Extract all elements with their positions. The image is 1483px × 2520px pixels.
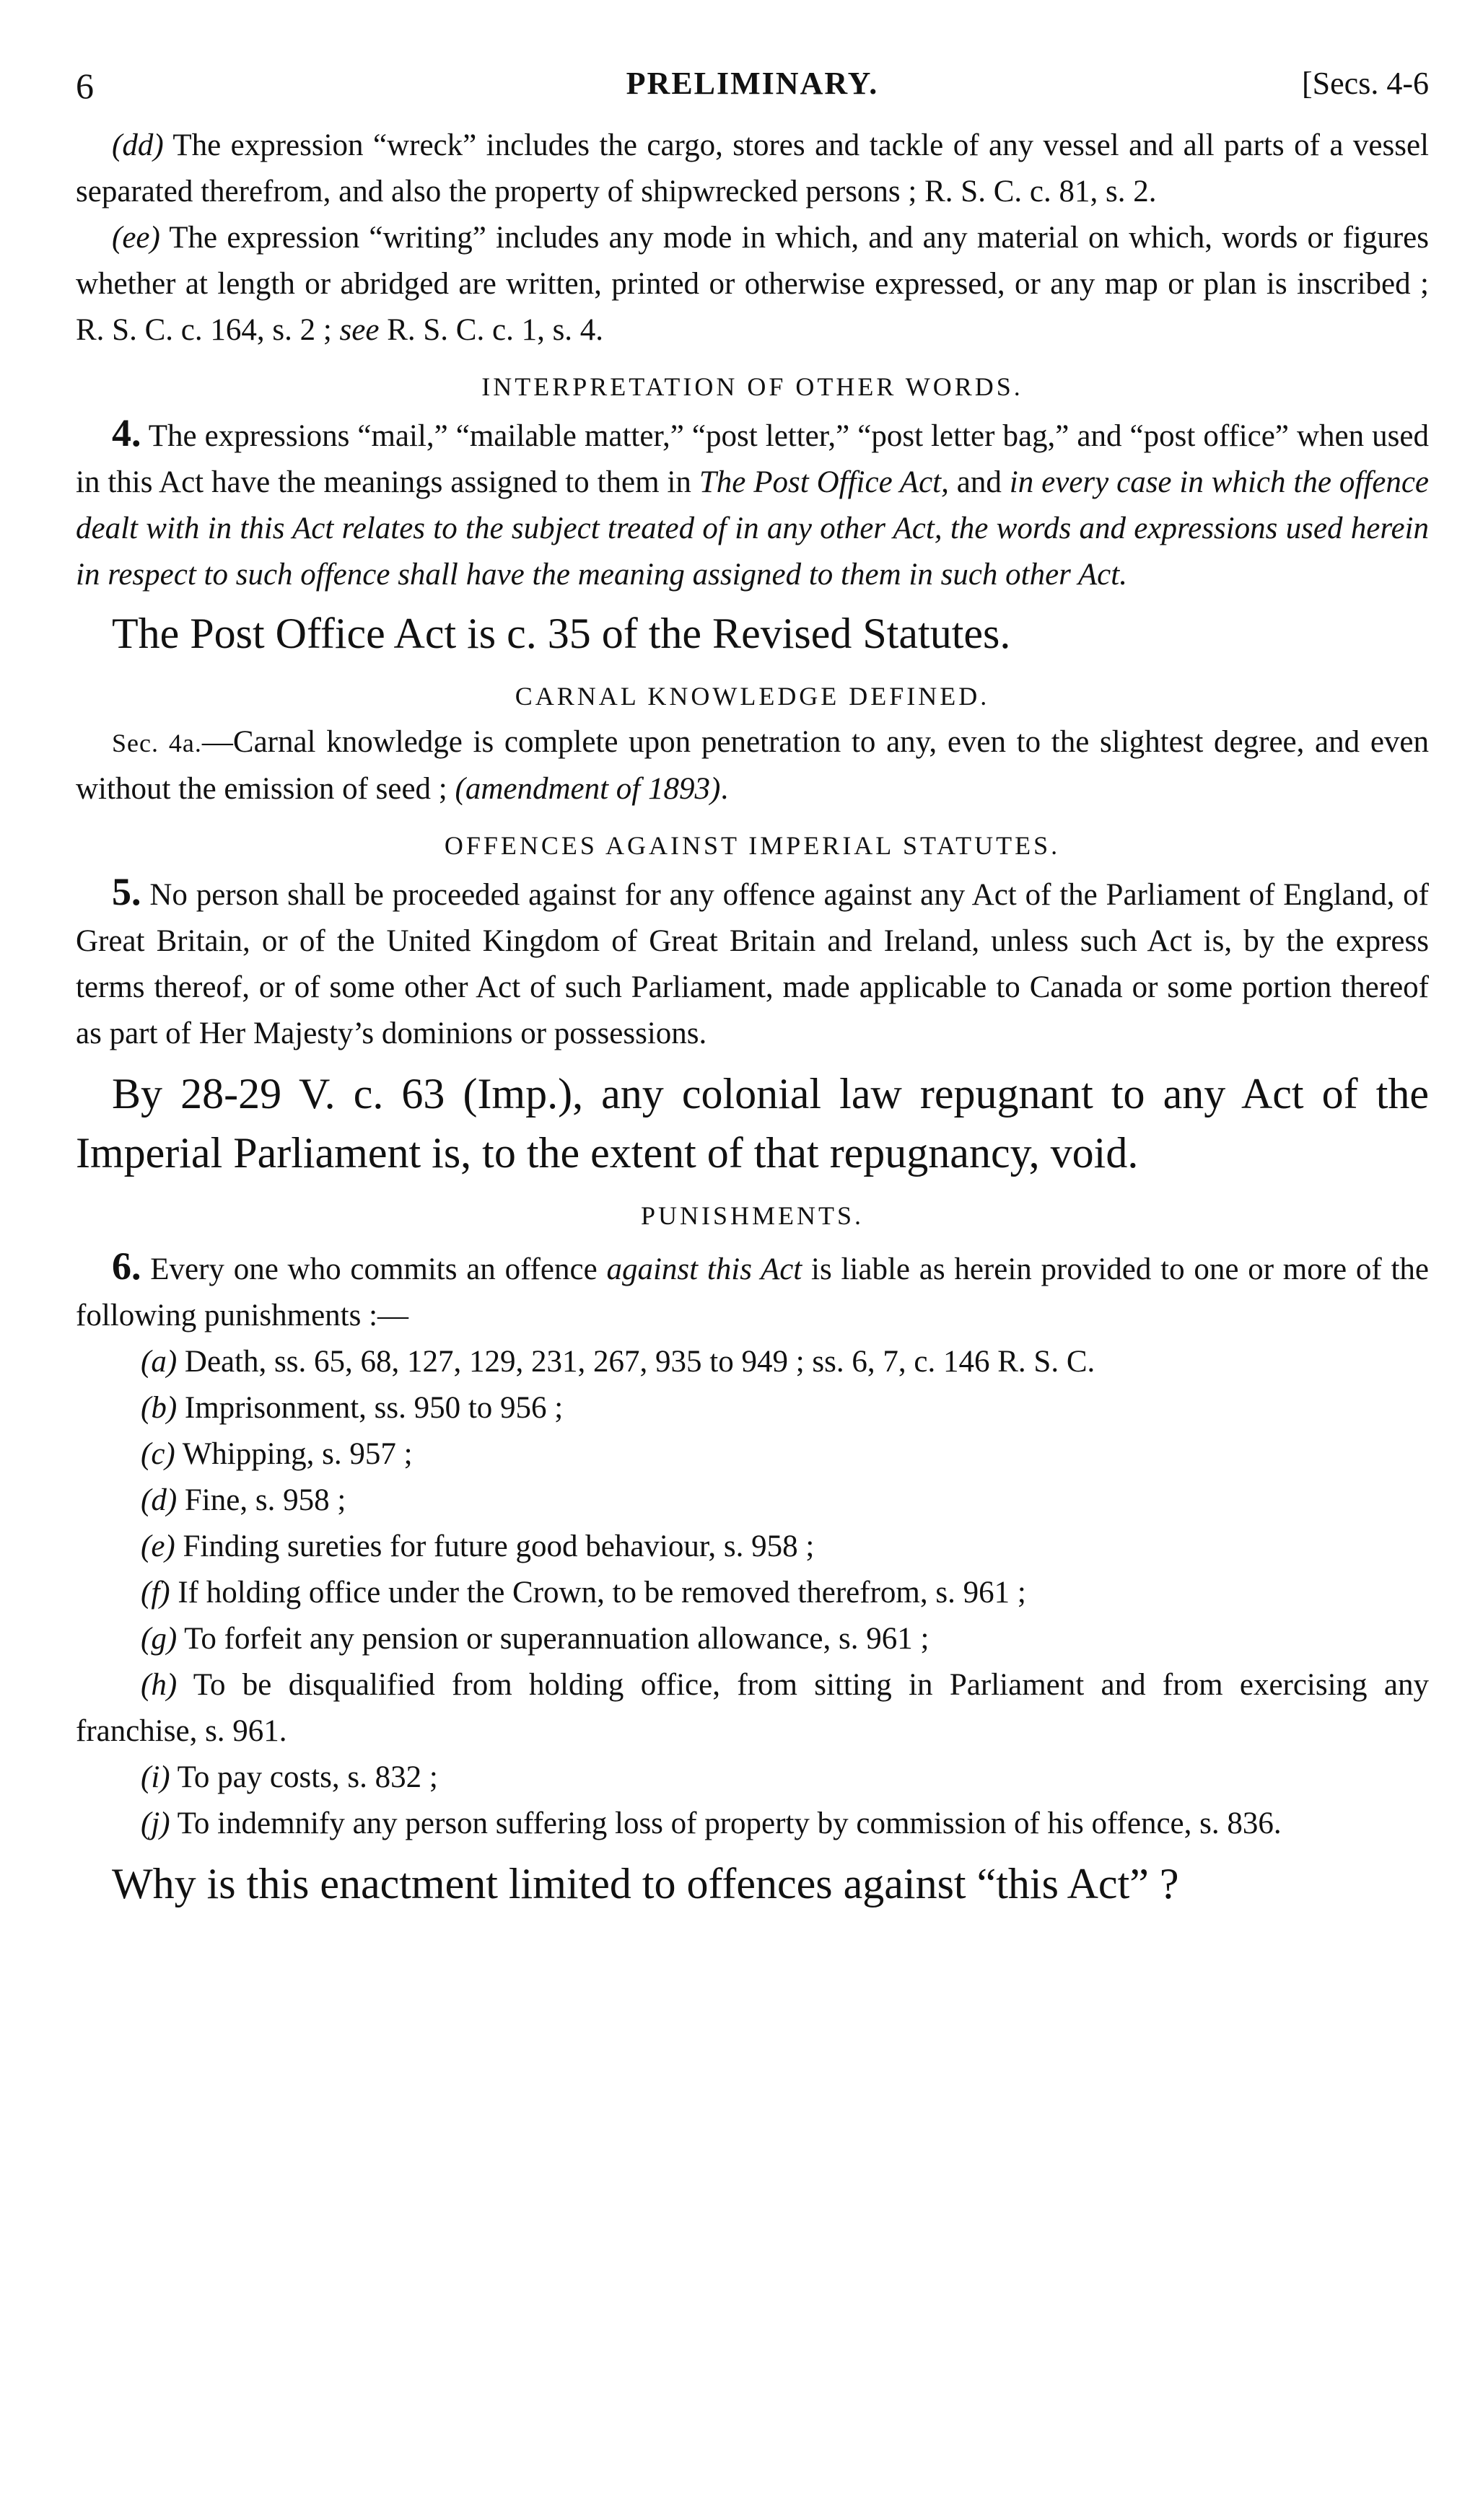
- item-text: To forfeit any pension or superannuation allowance, s. 961 ;: [177, 1622, 929, 1656]
- section-5-text: No person shall be proceeded against for any offence against any Act of the Parliament of England, of Great Britain, or of the United Kingdom of Great Britain and Ireland, unless such Act is, by the express terms thereof, or of some other Act of such Parliament, made applicable to Canada or some portion thereof as part of Her Majesty’s dominions or possessions.: [76, 878, 1429, 1050]
- section-6-italic: against this Act: [606, 1252, 802, 1286]
- see-ref: see: [339, 313, 380, 347]
- list-item: [76, 1801, 1429, 1847]
- list-item: [76, 1616, 1429, 1662]
- list-item: [76, 1524, 1429, 1570]
- item-text: To indemnify any person suffering loss of property by commission of his offence, s. 836.: [170, 1806, 1282, 1840]
- item-text: If holding office under the Crown, to be removed therefrom, s. 961 ;: [170, 1576, 1026, 1610]
- list-item: [76, 1385, 1429, 1431]
- document-page: [76, 65, 1429, 1913]
- paragraph-dd: [76, 123, 1429, 215]
- item-label: (f): [141, 1576, 170, 1610]
- note-post-office: The Post Office Act is c. 35 of the Revised Statutes.: [112, 610, 1011, 657]
- section-range: [Secs. 4-6: [1302, 66, 1429, 101]
- section-6-text-a: Every one who commits an offence: [141, 1252, 607, 1286]
- section-4-text-b: and: [948, 465, 1010, 499]
- act-name: The Post Office Act,: [699, 465, 949, 499]
- section-4a-label: Sec. 4a.: [112, 729, 202, 758]
- section-number-4: 4.: [112, 411, 141, 455]
- clause-label-ee: (ee): [112, 221, 160, 255]
- clause-text-dd: The expression “wreck” includes the cargo, stores and tackle of any vessel and all parts of a vessel separated therefrom, and also the property of shipwrecked persons ; R. S. C. c. 81, s. 2.: [76, 128, 1429, 208]
- item-label: (h): [141, 1668, 178, 1702]
- list-item: [76, 1431, 1429, 1478]
- section-4a-text: —Carnal knowledge is complete upon penetration to any, even to the slightest degree, and even without the emission of seed ;: [76, 725, 1429, 806]
- heading-carnal-knowledge: CARNAL KNOWLEDGE DEFINED.: [515, 682, 990, 711]
- item-text: Death, ss. 65, 68, 127, 129, 231, 267, 935 to 949 ; ss. 6, 7, c. 146 R. S. C.: [177, 1345, 1095, 1379]
- heading-punishments: PUNISHMENTS.: [640, 1201, 865, 1230]
- punishments-list: [76, 1339, 1429, 1847]
- item-text: Imprisonment, ss. 950 to 956 ;: [177, 1391, 564, 1425]
- heading-interpretation: INTERPRETATION OF OTHER WORDS.: [481, 372, 1023, 401]
- list-item: [76, 1570, 1429, 1616]
- section-number-6: 6.: [112, 1244, 141, 1288]
- page-header: [76, 65, 1429, 123]
- clause-text-ee: The expression “writing” includes any mode in which, and any material on which, words or figures whether at length or abridged are written, printed or otherwise expressed, or any map or plan is inscribed ; R. S. C. c. 164, s. 2 ;: [76, 221, 1429, 347]
- clause-ref-ee: R. S. C. c. 1, s. 4.: [379, 313, 604, 347]
- item-text: Whipping, s. 957 ;: [175, 1437, 413, 1471]
- note-colonial-law: By 28-29 V. c. 63 (Imp.), any colonial law repugnant to any Act of the Imperial Parliament is, to the extent of that repugnancy, void.: [76, 1070, 1429, 1177]
- item-text: To be disqualified from holding office, from sitting in Parliament and from exercising any franchise, s. 961.: [76, 1668, 1429, 1748]
- item-label: (e): [141, 1529, 175, 1563]
- list-item: [76, 1339, 1429, 1385]
- section-4a-end: .: [720, 772, 729, 806]
- section-6-text-b: is liable as herein provided to one or more of the following punishments :—: [76, 1252, 1429, 1333]
- note-why-limited: Why is this enactment limited to offences against “this Act” ?: [112, 1860, 1179, 1907]
- list-item: [76, 1662, 1429, 1755]
- item-label: (c): [141, 1437, 175, 1471]
- section-4a: [76, 719, 1429, 812]
- item-text: Fine, s. 958 ;: [177, 1483, 346, 1517]
- item-text: Finding sureties for future good behaviour, s. 958 ;: [175, 1529, 815, 1563]
- section-6: [76, 1243, 1429, 1339]
- running-title: PRELIMINARY.: [626, 66, 879, 101]
- heading-imperial-statutes: OFFENCES AGAINST IMPERIAL STATUTES.: [444, 831, 1061, 860]
- section-4: [76, 410, 1429, 598]
- list-item: [76, 1478, 1429, 1524]
- amendment-ref: (amendment of 1893): [455, 772, 721, 806]
- list-item: [76, 1755, 1429, 1801]
- section-number-5: 5.: [112, 870, 141, 913]
- section-5: [76, 869, 1429, 1057]
- clause-label-dd: (dd): [112, 128, 164, 162]
- item-label: (i): [141, 1760, 170, 1794]
- section-4-italic-text: in every case in which the offence dealt with in this Act relates to the subject treated of in any other Act, the words and expressions used herein in respect to such offence shall have the meaning assigned to them in such other Act.: [76, 465, 1429, 592]
- item-label: (g): [141, 1622, 178, 1656]
- paragraph-ee: [76, 215, 1429, 354]
- item-label: (b): [141, 1391, 178, 1425]
- item-text: To pay costs, s. 832 ;: [170, 1760, 438, 1794]
- section-4-text-a: The expressions “mail,” “mailable matter,” “post letter,” “post letter bag,” and “post office” when used in this Act have the meanings assigned to them in: [76, 419, 1429, 499]
- item-label: (a): [141, 1345, 178, 1379]
- page-number: 6: [76, 66, 94, 106]
- item-label: (j): [141, 1806, 170, 1840]
- item-label: (d): [141, 1483, 178, 1517]
